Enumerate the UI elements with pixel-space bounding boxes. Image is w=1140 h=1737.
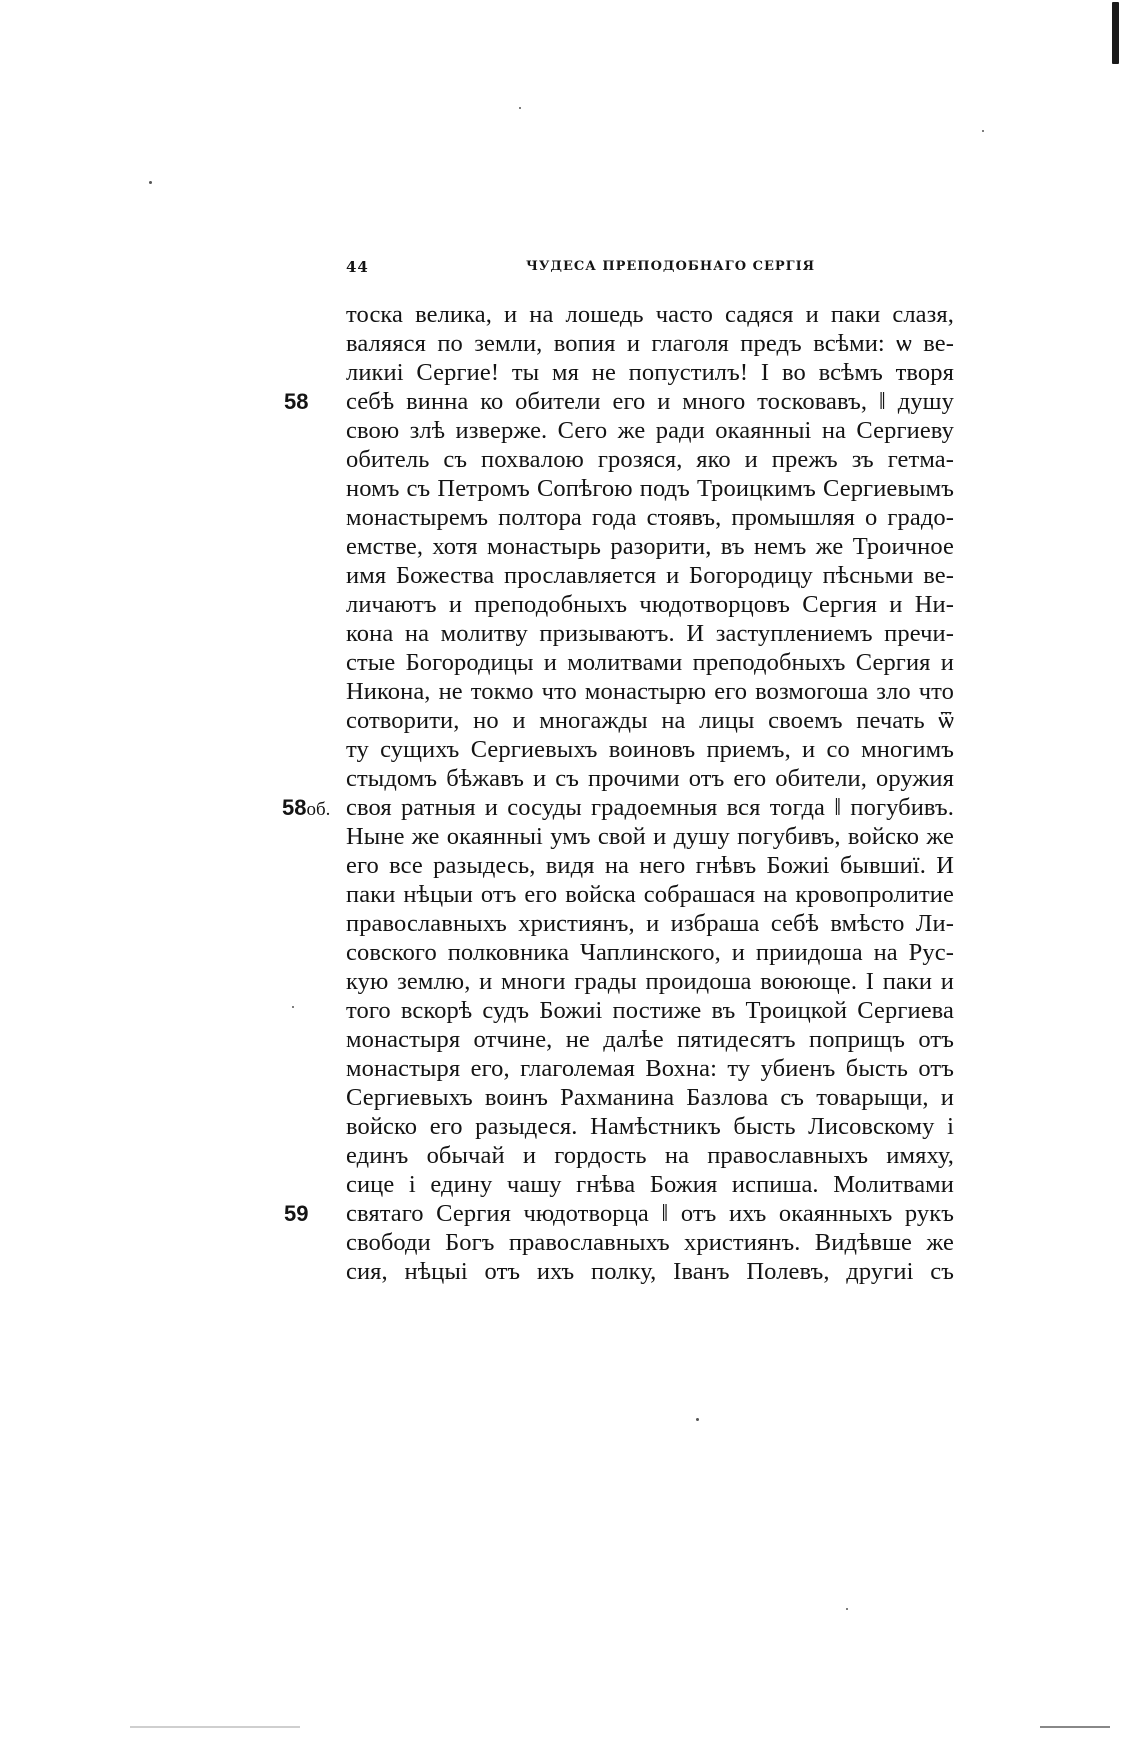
text-line: своя ратныя и сосуды градоемныя вся тогда ‖ погубивъ. <box>346 794 954 821</box>
speck <box>846 1608 848 1610</box>
margin-folio-note <box>282 793 330 824</box>
text-line: емстве, хотя монастырь разорити, въ немъ же Троичное <box>346 533 954 560</box>
text-line: его все разыдесь, видя на него гнѣвъ Божиі бывшиї. И <box>346 852 954 879</box>
text-line: сице і едину чашу гнѣва Божия испиша. Молитвами <box>346 1171 954 1198</box>
text-line: кую землю, и многи грады проидоша воююще. І паки и <box>346 968 954 995</box>
text-line: обитель съ похвалою грозяся, яко и прежъ зъ гетма- <box>346 446 954 473</box>
text-line: ту сущихъ Сергиевыхъ воиновъ приемъ, и со многимъ <box>346 736 954 763</box>
text-line: личаютъ и преподобныхъ чюдотворцовъ Сергия и Ни- <box>346 591 954 618</box>
text-line: ликиі Сергие! ты мя не попустилъ! І во всѣмъ творя <box>346 359 954 386</box>
text-line: свободи Богъ православныхъ християнъ. Видѣвше же <box>346 1229 954 1256</box>
text-line: тоска велика, и на лошедь часто садяся и паки слазя, <box>346 301 954 328</box>
text-line: сия, нѣцыі отъ ихъ полку, Іванъ Полевъ, другиі съ <box>346 1258 954 1285</box>
page-header <box>346 258 866 280</box>
text-line: паки нѣцыи отъ его войска собрашася на кровопролитие <box>346 881 954 908</box>
text-line: стые Богородицы и молитвами преподобныхъ Сергия и <box>346 649 954 676</box>
text-line: того вскорѣ судъ Божиі постиже въ Троицкой Сергиева <box>346 997 954 1024</box>
text-line: монастыремъ полтора года стоявъ, промышляя о градо- <box>346 504 954 531</box>
text-line: свою злѣ изверже. Сего же ради окаянныі на Сергиеву <box>346 417 954 444</box>
text-line: войско его разыдеся. Намѣстникъ бысть Лисовскому і <box>346 1113 954 1140</box>
text-line: святаго Сергия чюдотворца ‖ отъ ихъ окаянныхъ рукъ <box>346 1200 954 1227</box>
speck <box>519 107 521 109</box>
text-line: номъ съ Петромъ Сопѣгою подъ Троицкимъ Сергиевымъ <box>346 475 954 502</box>
text-line: Сергиевыхъ воинъ Рахманина Базлова съ товарыщи, и <box>346 1084 954 1111</box>
margin-folio-note <box>284 1199 308 1228</box>
text-line: валяяся по земли, вопия и глаголя предъ всѣми: ѡ ве- <box>346 330 954 357</box>
text-line: себѣ винна ко обители его и много тосковавъ, ‖ душу <box>346 388 954 415</box>
text-line: православныхъ християнъ, и избраша себѣ вмѣсто Ли- <box>346 910 954 937</box>
speck <box>292 1006 294 1008</box>
text-line: монастыря отчине, не далѣе пятидесятъ поприщъ отъ <box>346 1026 954 1053</box>
page-edge-mark <box>1112 2 1119 64</box>
text-line: совского полковника Чаплинского, и приидоша на Рус- <box>346 939 954 966</box>
text-line: сотворити, но и многажды на лицы своемъ печать ѿ <box>346 707 954 734</box>
text-line: имя Божества прославляется и Богородицу пѣсньми ве- <box>346 562 954 589</box>
speck <box>982 130 984 132</box>
speck <box>696 1418 699 1421</box>
running-title: ЧУДЕСА ПРЕПОДОБНАГО СЕРГIЯ <box>526 259 816 274</box>
margin-folio-number: 58 <box>284 389 309 414</box>
text-line: монастыря его, глаголемая Вохна: ту убиенъ бысть отъ <box>346 1055 954 1082</box>
bottom-rule <box>1040 1726 1110 1728</box>
text-line: кона на молитву призываютъ. И заступлениемъ пречи- <box>346 620 954 647</box>
margin-folio-number: 58 <box>282 795 307 820</box>
margin-folio-note <box>284 387 308 416</box>
text-line: единъ обычай и гордость на православныхъ имяху, <box>346 1142 954 1169</box>
speck <box>149 181 152 184</box>
margin-folio-number: 59 <box>284 1201 309 1226</box>
page-number: 44 <box>346 258 369 276</box>
margin-folio-suffix: об. <box>306 799 331 820</box>
text-line: стыдомъ бѣжавъ и съ прочими отъ его обители, оружия <box>346 765 954 792</box>
text-line: Никона, не токмо что монастырю его возмогоша зло что <box>346 678 954 705</box>
text-line: Ныне же окаянныі умъ свой и душу погубивъ, войско же <box>346 823 954 850</box>
bottom-rule <box>130 1726 300 1728</box>
